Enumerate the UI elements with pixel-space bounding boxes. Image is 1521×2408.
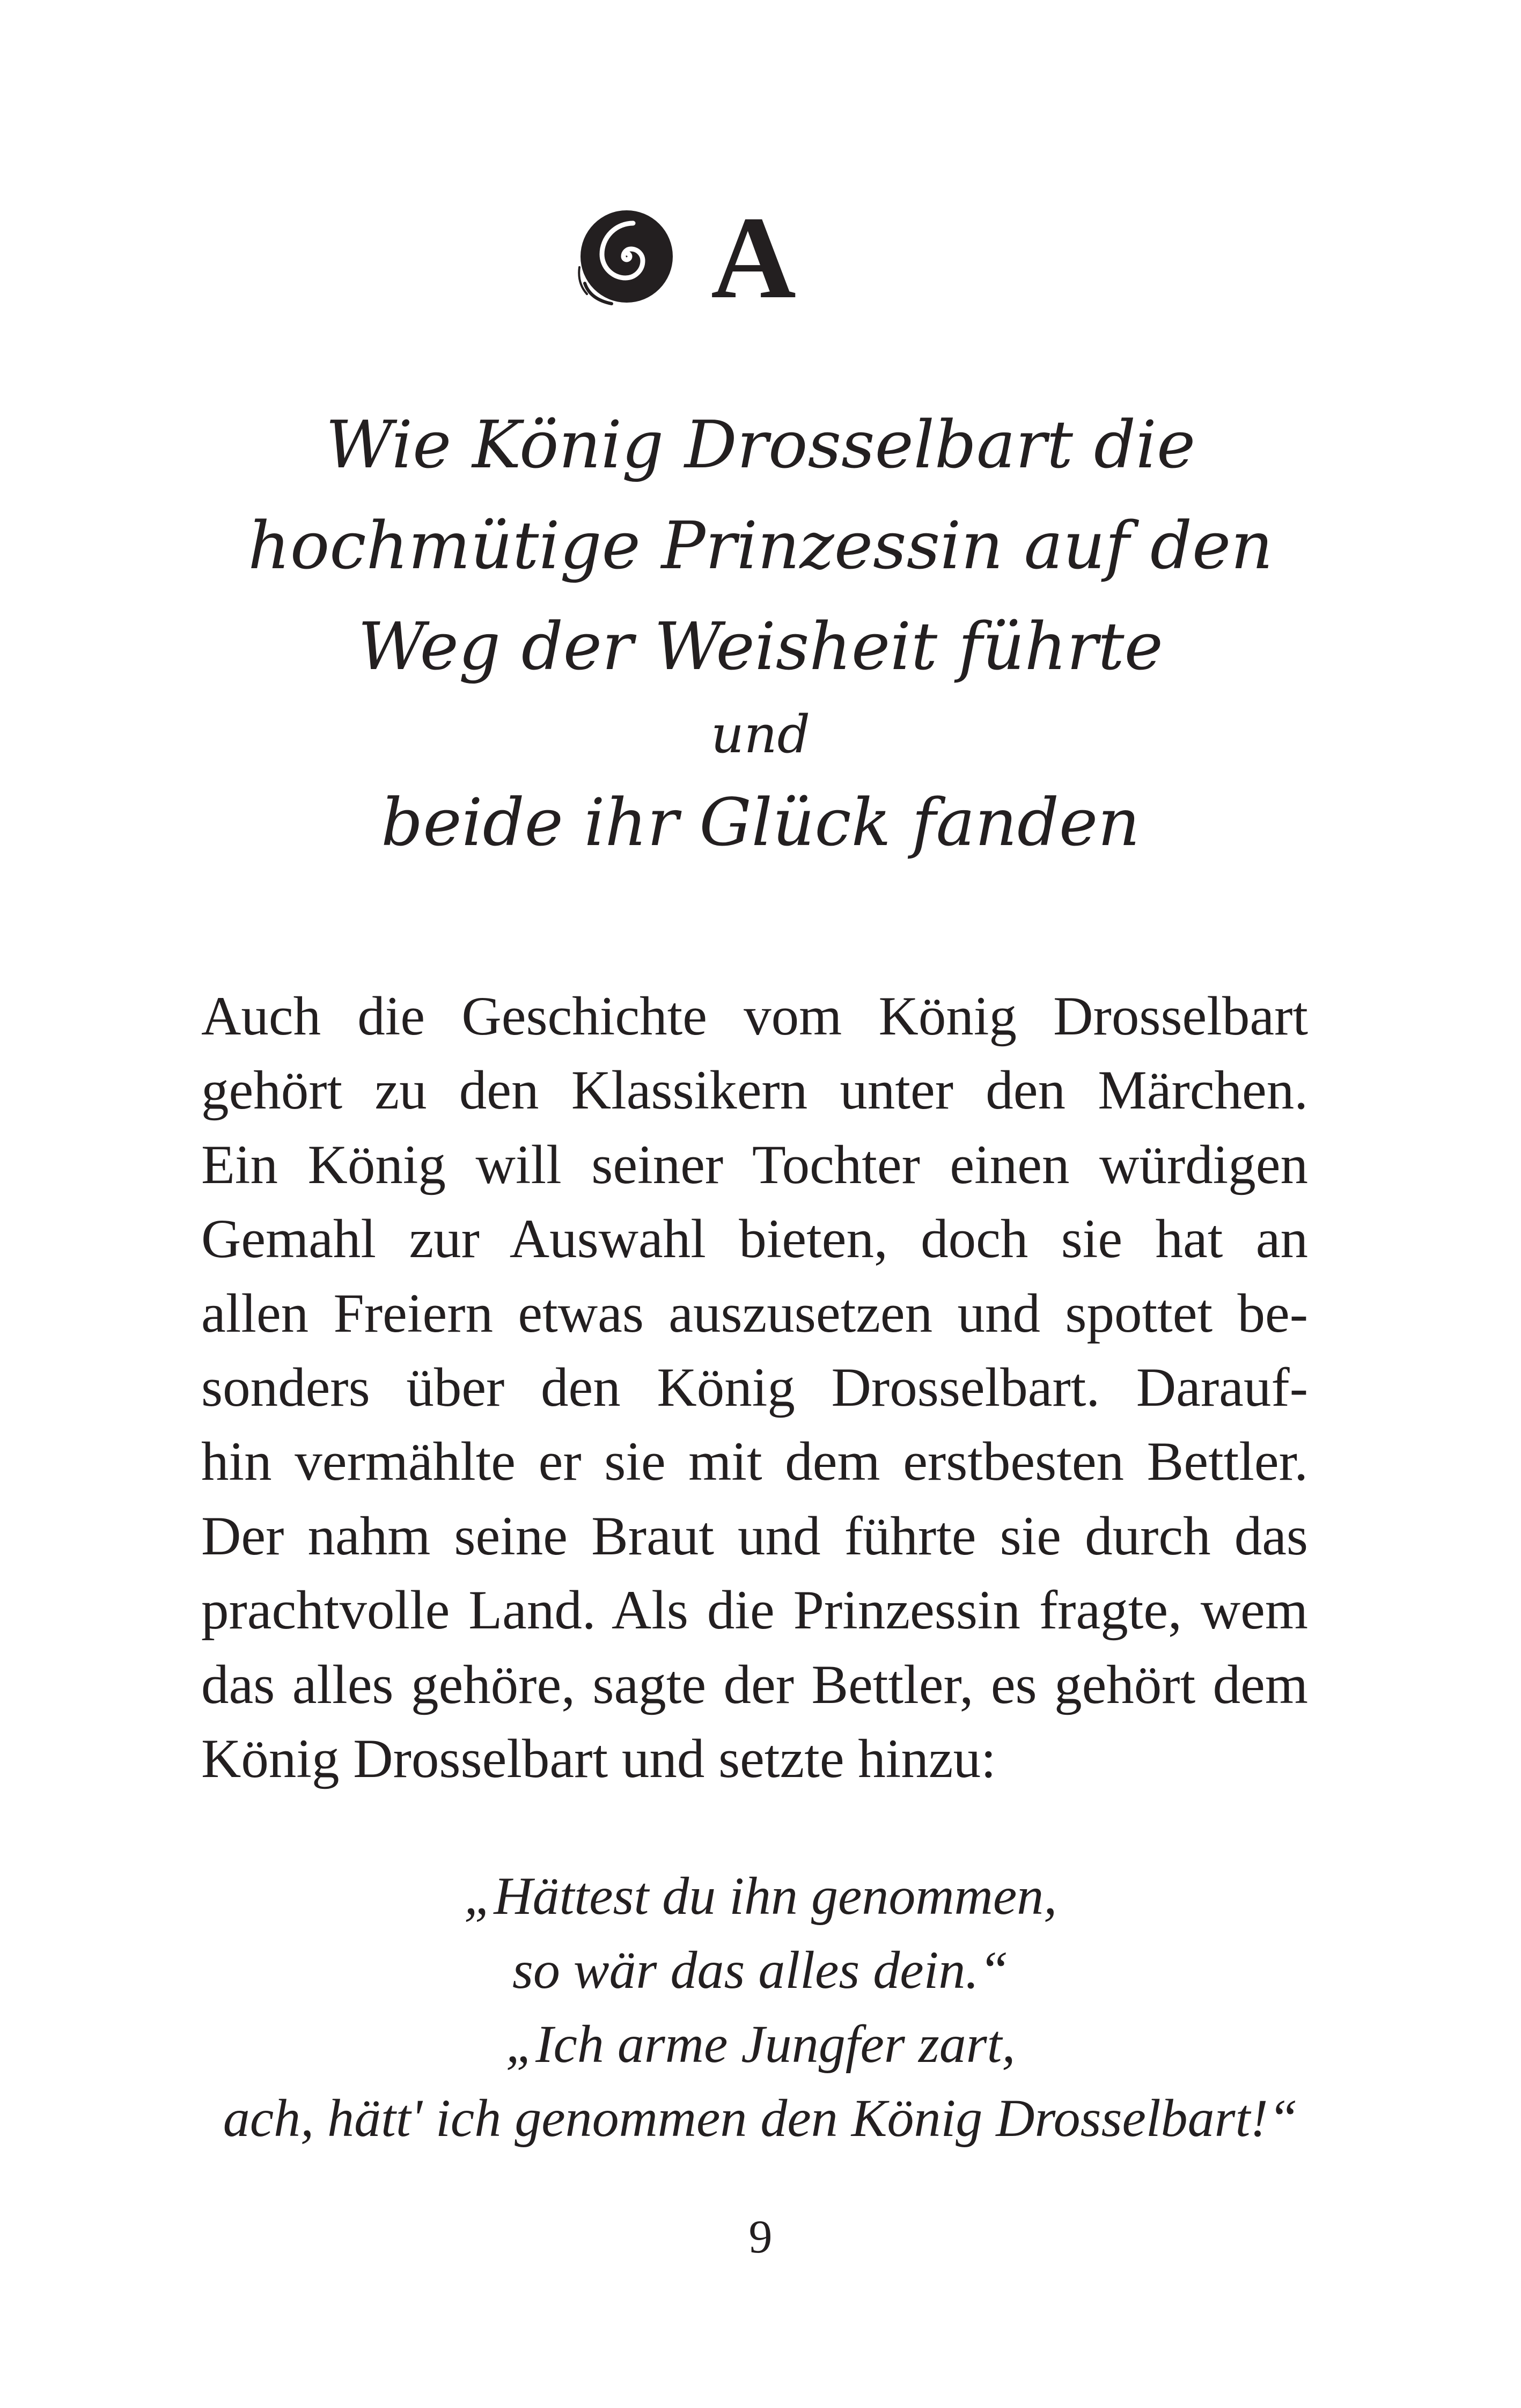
body-line: Der nahm seine Braut und führte sie durch das [201, 1505, 1308, 1567]
section-header [0, 192, 1521, 323]
title-line: Weg der Weisheit führte [358, 608, 1163, 685]
body-line: allen Freiern etwas auszusetzen und spottet be- [201, 1282, 1308, 1344]
verse-quote [161, 1859, 1360, 2155]
body-line: prachtvolle Land. Als die Prinzessin fragte, wem [201, 1580, 1308, 1641]
body-paragraph [201, 979, 1308, 1796]
page-number: 9 [748, 2211, 773, 2263]
verse-line: ach, hätt' ich genommen den König Drosselbart!“ [223, 2088, 1298, 2148]
spiral-icon [563, 203, 681, 310]
body-line: König Drosselbart und setzte hinzu: [201, 1728, 996, 1790]
verse-line: „Hättest du ihn genommen, [464, 1866, 1057, 1926]
body-line: sonders über den König Drosselbart. Darauf- [201, 1357, 1308, 1419]
body-line: Ein König will seiner Tochter einen würdigen [201, 1134, 1308, 1195]
body-line: hin vermählte er sie mit dem erstbesten Bettler. [201, 1431, 1308, 1493]
title-connector: und [710, 704, 811, 765]
chapter-title [161, 394, 1360, 873]
body-line: Auch die Geschichte vom König Drosselbart [201, 986, 1308, 1047]
body-line: Gemahl zur Auswahl bieten, doch sie hat an [201, 1208, 1308, 1270]
verse-line: so wär das alles dein.“ [512, 1940, 1009, 2000]
body-line: gehört zu den Klassikern unter den Märchen. [201, 1060, 1308, 1121]
verse-line: „Ich arme Jungfer zart, [505, 2014, 1016, 2074]
title-line: beide ihr Glück fanden [381, 784, 1140, 861]
body-line: das alles gehöre, sagte der Bettler, es gehört dem [201, 1654, 1308, 1715]
section-letter: A [711, 192, 797, 323]
title-line: hochmütige Prinzessin auf den [248, 508, 1273, 584]
title-line: Wie König Drosselbart die [325, 407, 1196, 483]
